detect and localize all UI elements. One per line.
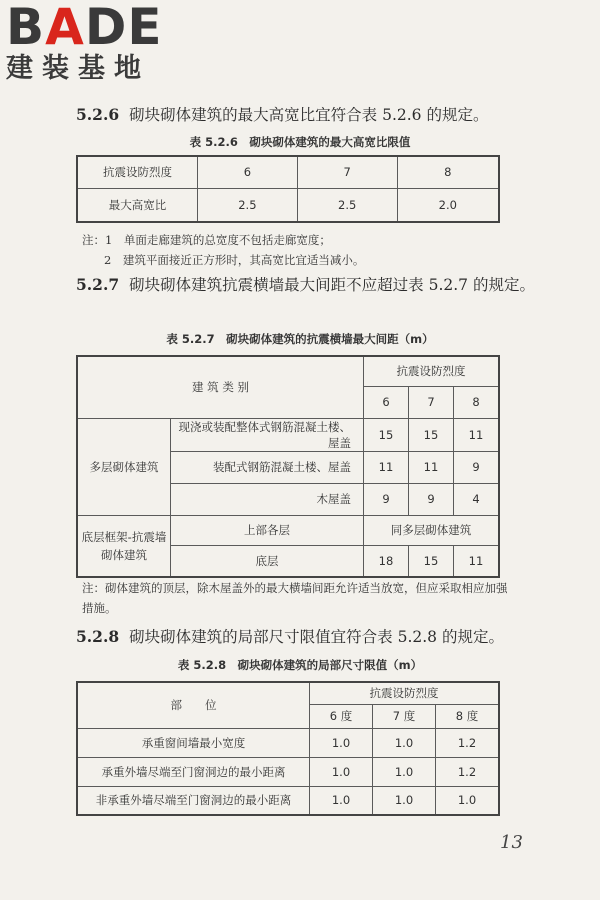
table-cell: 1.0 bbox=[436, 786, 500, 815]
note-5-2-7: 注：砌体建筑的顶层，除木屋盖外的最大横墙间距允许适当放宽，但应采取相应加强措施。 bbox=[82, 581, 508, 615]
clause-text: 砌块砌体建筑抗震横墙最大间距不应超过表 5.2.7 的规定。 bbox=[129, 276, 535, 294]
column-header: 抗震设防烈度 bbox=[364, 356, 500, 386]
table-row bbox=[77, 682, 499, 704]
table-cell: 4 bbox=[454, 483, 500, 515]
table-cell: 15 bbox=[409, 545, 454, 577]
note-line: 2 建筑平面接近正方形时，其高宽比宜适当减小。 bbox=[104, 253, 365, 267]
table-cell: 1.0 bbox=[310, 786, 373, 815]
notes-5-2-6 bbox=[82, 230, 530, 270]
row-label: 现浇或装配整体式钢筋混凝土楼、屋盖 bbox=[171, 418, 364, 451]
table-5-2-6-caption: 表 5.2.6 砌块砌体建筑的最大高宽比限值 bbox=[189, 135, 411, 149]
table-cell: 同多层砌体建筑 bbox=[364, 515, 500, 545]
table-row bbox=[77, 786, 499, 815]
row-label: 木屋盖 bbox=[171, 483, 364, 515]
clause-text: 砌块砌体建筑的最大高宽比宜符合表 5.2.6 的规定。 bbox=[129, 106, 489, 124]
clause-5-2-8 bbox=[76, 624, 540, 650]
page-number: 13 bbox=[500, 832, 523, 853]
column-header: 7 bbox=[409, 386, 454, 418]
table-cell: 6 bbox=[198, 156, 298, 188]
table-row bbox=[77, 728, 499, 757]
table-row bbox=[77, 515, 499, 545]
table-cell: 1.0 bbox=[310, 757, 373, 786]
table-row bbox=[77, 757, 499, 786]
table-cell: 2.5 bbox=[198, 188, 298, 222]
row-label: 承重外墙尽端至门窗洞边的最小距离 bbox=[77, 757, 310, 786]
table-cell: 15 bbox=[364, 418, 409, 451]
table-cell: 9 bbox=[454, 451, 500, 483]
table-cell: 18 bbox=[364, 545, 409, 577]
clause-text: 砌块砌体建筑的局部尺寸限值宜符合表 5.2.8 的规定。 bbox=[129, 628, 504, 646]
table-5-2-8 bbox=[76, 681, 500, 816]
table-5-2-8-caption: 表 5.2.8 砌块砌体建筑的局部尺寸限值（m） bbox=[177, 658, 423, 672]
table-cell: 1.0 bbox=[373, 728, 436, 757]
column-header: 8 bbox=[454, 386, 500, 418]
table-5-2-6 bbox=[76, 155, 500, 223]
table-row bbox=[77, 156, 499, 188]
bade-logo bbox=[6, 2, 186, 84]
column-header: 6 bbox=[364, 386, 409, 418]
row-label: 上部各层 bbox=[171, 515, 364, 545]
table-cell: 15 bbox=[409, 418, 454, 451]
table-cell: 11 bbox=[454, 545, 500, 577]
row-label: 装配式钢筋混凝土楼、屋盖 bbox=[171, 451, 364, 483]
table-cell: 7 bbox=[297, 156, 397, 188]
group-label: 底层框架-抗震墙砌体建筑 bbox=[77, 515, 171, 577]
row-label: 底层 bbox=[171, 545, 364, 577]
row-label: 非承重外墙尽端至门窗洞边的最小距离 bbox=[77, 786, 310, 815]
clause-number: 5.2.8 bbox=[76, 627, 120, 646]
table-cell: 2.0 bbox=[397, 188, 499, 222]
table-cell: 2.5 bbox=[297, 188, 397, 222]
logo-subtitle: 建装基地 bbox=[6, 53, 150, 84]
column-header: 6 度 bbox=[310, 704, 373, 728]
clause-5-2-7 bbox=[76, 272, 540, 298]
table-cell: 1.0 bbox=[310, 728, 373, 757]
table-row bbox=[77, 356, 499, 386]
column-header: 抗震设防烈度 bbox=[310, 682, 500, 704]
table-row bbox=[77, 188, 499, 222]
table-cell: 8 bbox=[397, 156, 499, 188]
table-cell: 1.0 bbox=[373, 757, 436, 786]
table-cell: 11 bbox=[409, 451, 454, 483]
column-header: 建 筑 类 别 bbox=[77, 356, 364, 418]
table-5-2-7-caption: 表 5.2.7 砌块砌体建筑的抗震横墙最大间距（m） bbox=[166, 332, 434, 346]
clause-5-2-6 bbox=[76, 102, 540, 128]
table-cell: 1.2 bbox=[436, 757, 500, 786]
clause-number: 5.2.7 bbox=[76, 275, 120, 294]
table-cell: 1.2 bbox=[436, 728, 500, 757]
table-cell: 1.0 bbox=[373, 786, 436, 815]
group-label: 多层砌体建筑 bbox=[77, 418, 171, 515]
column-header: 部 位 bbox=[77, 682, 310, 728]
note-line: 注：1 单面走廊建筑的总宽度不包括走廊宽度； bbox=[82, 233, 331, 247]
table-5-2-7 bbox=[76, 355, 500, 578]
table-cell: 9 bbox=[364, 483, 409, 515]
column-header: 8 度 bbox=[436, 704, 500, 728]
table-row bbox=[77, 418, 499, 451]
table-cell: 11 bbox=[364, 451, 409, 483]
row-header: 抗震设防烈度 bbox=[77, 156, 198, 188]
row-label: 承重窗间墙最小宽度 bbox=[77, 728, 310, 757]
clause-number: 5.2.6 bbox=[76, 105, 120, 124]
table-cell: 11 bbox=[454, 418, 500, 451]
column-header: 7 度 bbox=[373, 704, 436, 728]
table-cell: 9 bbox=[409, 483, 454, 515]
logo-wordmark: BADE bbox=[6, 0, 163, 56]
row-header: 最大高宽比 bbox=[77, 188, 198, 222]
